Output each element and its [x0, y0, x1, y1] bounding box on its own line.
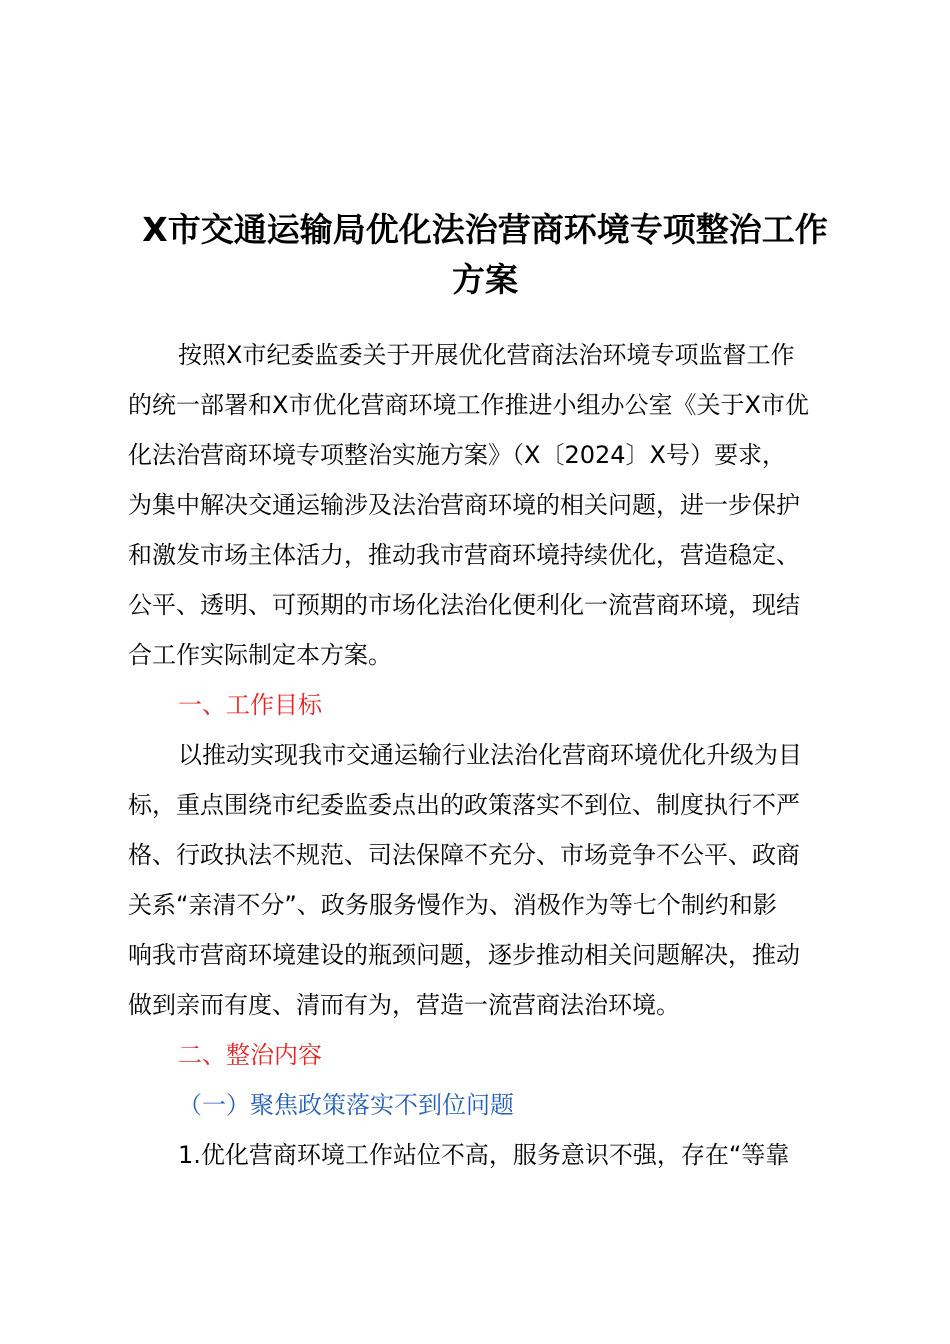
- goals-paragraph-line: 标，重点围绕市纪委监委点出的政策落实不到位、制度执行不严: [128, 791, 800, 819]
- goals-paragraph-line: 响我市营商环境建设的瓶颈问题，逐步推动相关问题解决，推动: [128, 941, 800, 969]
- intro-paragraph-line: 和激发市场主体活力，推动我市营商环境持续优化，营造稳定、: [128, 541, 800, 569]
- goals-paragraph-line: 关系“亲清不分”、政务服务慢作为、消极作为等七个制约和影: [128, 891, 777, 919]
- intro-paragraph-line: 的统一部署和X市优化营商环境工作推进小组办公室《关于X市优: [128, 391, 809, 419]
- intro-paragraph-line: 公平、透明、可预期的市场化法治化便利化一流营商环境，现结: [128, 591, 800, 619]
- intro-paragraph-line: 为集中解决交通运输涉及法治营商环境的相关问题，进一步保护: [128, 491, 800, 519]
- subsection-heading-policy: （一）聚焦政策落实不到位问题: [178, 1091, 514, 1119]
- goals-paragraph-line: 做到亲而有度、清而有为，营造一流营商法治环境。: [128, 991, 680, 1019]
- section-heading-goals: 一、工作目标: [178, 691, 322, 719]
- intro-paragraph-line: 化法治营商环境专项整治实施方案》（X〔2024〕X号）要求，: [128, 441, 786, 469]
- intro-paragraph-line: 按照X市纪委监委关于开展优化营商法治环境专项监督工作: [178, 341, 795, 369]
- document-title-line-2: 方案: [452, 260, 518, 299]
- goals-paragraph-line: 以推动实现我市交通运输行业法治化营商环境优化升级为目: [178, 741, 802, 769]
- goals-paragraph-line: 格、行政执法不规范、司法保障不充分、市场竞争不公平、政商: [128, 841, 800, 869]
- item-paragraph-line: 1.优化营商环境工作站位不高，服务意识不强，存在“等靠: [178, 1141, 790, 1169]
- section-heading-content: 二、整治内容: [178, 1041, 322, 1069]
- intro-paragraph-line: 合工作实际制定本方案。: [128, 641, 392, 669]
- document-title-line-1: X市交通运输局优化法治营商环境专项整治工作: [142, 210, 828, 249]
